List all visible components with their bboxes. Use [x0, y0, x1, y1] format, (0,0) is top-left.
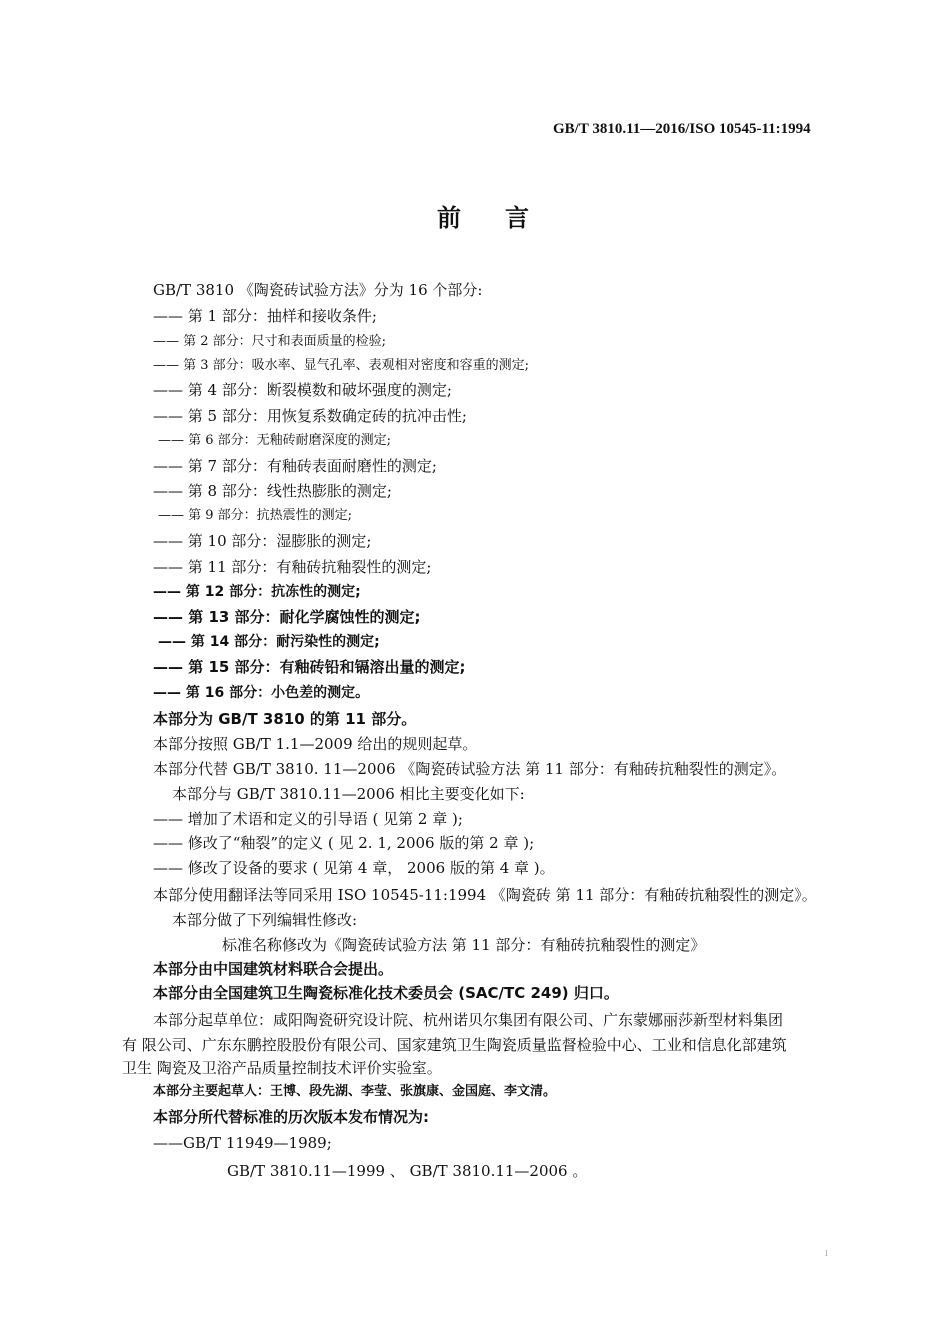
history-item-2: GB/T 3810.11—1999 、 GB/T 3810.11—2006 。 — [227, 1162, 588, 1180]
part-item-12: —— 第 12 部分：抗冻性的测定; — [153, 584, 361, 600]
part-item-7: —— 第 7 部分：有釉砖表面耐磨性的测定; — [153, 457, 437, 475]
changes-intro: 本部分与 GB/T 3810.11—2006 相比主要变化如下: — [172, 785, 525, 803]
replaces-statement: 本部分代替 GB/T 3810. 11—2006 《陶瓷砖试验方法 第 11 部分：有釉砖抗釉裂性的测定》。 — [153, 760, 787, 778]
part-item-16: —— 第 16 部分：小色差的测定。 — [153, 685, 370, 701]
part-item-9: —— 第 9 部分：抗热震性的测定; — [158, 508, 353, 523]
part-item-1: —— 第 1 部分：抽样和接收条件; — [153, 307, 377, 325]
part-item-3: —— 第 3 部分：吸水率、显气孔率、表观相对密度和容重的测定; — [153, 358, 530, 373]
part-item-2: —— 第 2 部分：尺寸和表面质量的检验; — [153, 334, 387, 349]
page-title: 前言 — [437, 203, 573, 232]
change-item-1: —— 增加了术语和定义的引导语 ( 见第 2 章 ); — [153, 810, 463, 828]
drafting-units-line-1: 本部分起草单位：咸阳陶瓷研究设计院、杭州诺贝尔集团有限公司、广东蒙娜丽莎新型材料集团 — [153, 1011, 784, 1029]
edit-item: 标准名称修改为《陶瓷砖试验方法 第 11 部分：有釉砖抗釉裂性的测定》 — [222, 936, 706, 954]
page-number: I — [825, 1250, 828, 1258]
part-item-13: —— 第 13 部分：耐化学腐蚀性的测定; — [153, 608, 421, 626]
parts-intro: GB/T 3810 《陶瓷砖试验方法》分为 16 个部分: — [153, 281, 483, 299]
drafters: 本部分主要起草人：王博、段先湖、李莹、张旗康、金国庭、李文清。 — [153, 1084, 557, 1099]
drafting-units-line-3: 卫生 陶瓷及卫浴产品质量控制技术评价实验室。 — [122, 1059, 442, 1077]
drafting-units-line-2: 有 限公司、广东东鹏控股股份有限公司、国家建筑卫生陶瓷质量监督检验中心、工业和信息化部建筑 — [122, 1036, 787, 1054]
edits-intro: 本部分做了下列编辑性修改: — [172, 911, 358, 929]
change-item-3: —— 修改了设备的要求 ( 见第 4 章， 2006 版的第 4 章 )。 — [153, 859, 555, 877]
history-item-1: ——GB/T 11949—1989; — [153, 1134, 332, 1152]
part-item-6: —— 第 6 部分：无釉砖耐磨深度的测定; — [158, 433, 392, 448]
part-item-8: —— 第 8 部分：线性热膨胀的测定; — [153, 482, 392, 500]
history-intro: 本部分所代替标准的历次版本发布情况为: — [153, 1108, 430, 1126]
part-item-14: —— 第 14 部分：耐污染性的测定; — [158, 634, 380, 650]
document-code-header: GB/T 3810.11—2016/ISO 10545-11:1994 — [553, 121, 811, 137]
change-item-2: —— 修改了“釉裂”的定义 ( 见 2. 1, 2006 版的第 2 章 ); — [153, 834, 535, 852]
proposed-by: 本部分由中国建筑材料联合会提出。 — [153, 960, 394, 978]
drafting-rules: 本部分按照 GB/T 1.1—2009 给出的规则起草。 — [153, 735, 478, 753]
part-item-10: —— 第 10 部分：湿膨胀的测定; — [153, 532, 372, 550]
translation-statement: 本部分使用翻译法等同采用 ISO 10545-11:1994 《陶瓷砖 第 11 部分：有釉砖抗釉裂性的测定》。 — [153, 886, 817, 904]
part-of-statement: 本部分为 GB/T 3810 的第 11 部分。 — [153, 710, 417, 728]
centralized-by: 本部分由全国建筑卫生陶瓷标准化技术委员会 (SAC/TC 249) 归口。 — [153, 984, 619, 1002]
part-item-15: —— 第 15 部分：有釉砖铅和镉溶出量的测定; — [153, 658, 466, 676]
part-item-4: —— 第 4 部分：断裂模数和破坏强度的测定; — [153, 381, 452, 399]
part-item-11: —— 第 11 部分：有釉砖抗釉裂性的测定; — [153, 558, 432, 576]
part-item-5: —— 第 5 部分：用恢复系数确定砖的抗冲击性; — [153, 407, 467, 425]
